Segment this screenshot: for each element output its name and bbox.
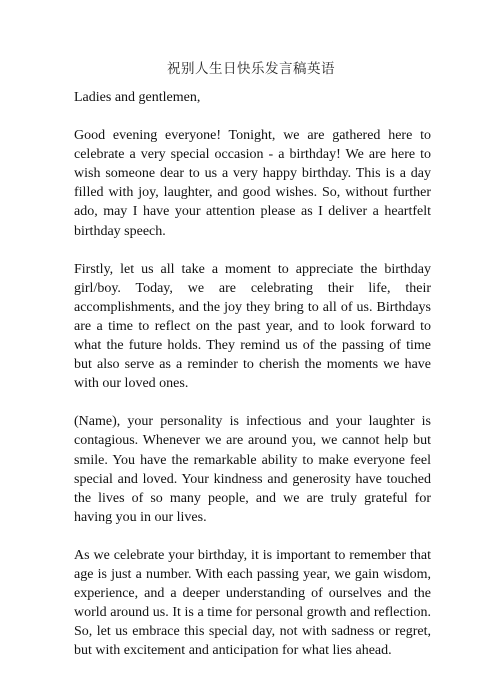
personality-paragraph: (Name), your personality is infectious and your laughter is contagious. Whenever we are around you, we cannot help but smile. You have the remarkable ability to make everyone feel special and loved. Your kindness and generosity have touched the lives of so many people, and we are truly grateful for having you in our lives. xyxy=(74,414,431,525)
age-reflection-paragraph: As we celebrate your birthday, it is important to remember that age is just a number. With each passing year, we gain wisdom, experience, and a deeper understanding of ourselves and the world around us. It is a time for personal growth and reflection. So, let us embrace this special day, not with sadness or regret, but with excitement and anticipation for what lies ahead. xyxy=(74,547,431,659)
document-body xyxy=(74,88,431,679)
appreciation-paragraph: Firstly, let us all take a moment to appreciate the birthday girl/boy. Today, we are celebrating their life, their accomplishments, and the joy they bring to all of us. Birthdays are a time to reflect on the past year, and to look forward to what the future holds. They remind us of the passing of time but also serve as a reminder to cherish the moments we have with our loved ones. xyxy=(74,261,431,392)
salutation-paragraph: Ladies and gentlemen, xyxy=(74,90,201,105)
document-title: 祝别人生日快乐发言稿英语 xyxy=(167,61,335,77)
opening-paragraph: Good evening everyone! Tonight, we are gathered here to celebrate a very special occasion - a birthday! We are here to wish someone dear to us a very happy birthday. This is a day filled with joy, laughter, and good wishes. So, without further ado, may I have your attention please as I deliver a heartfelt birthday speech. xyxy=(74,128,431,239)
